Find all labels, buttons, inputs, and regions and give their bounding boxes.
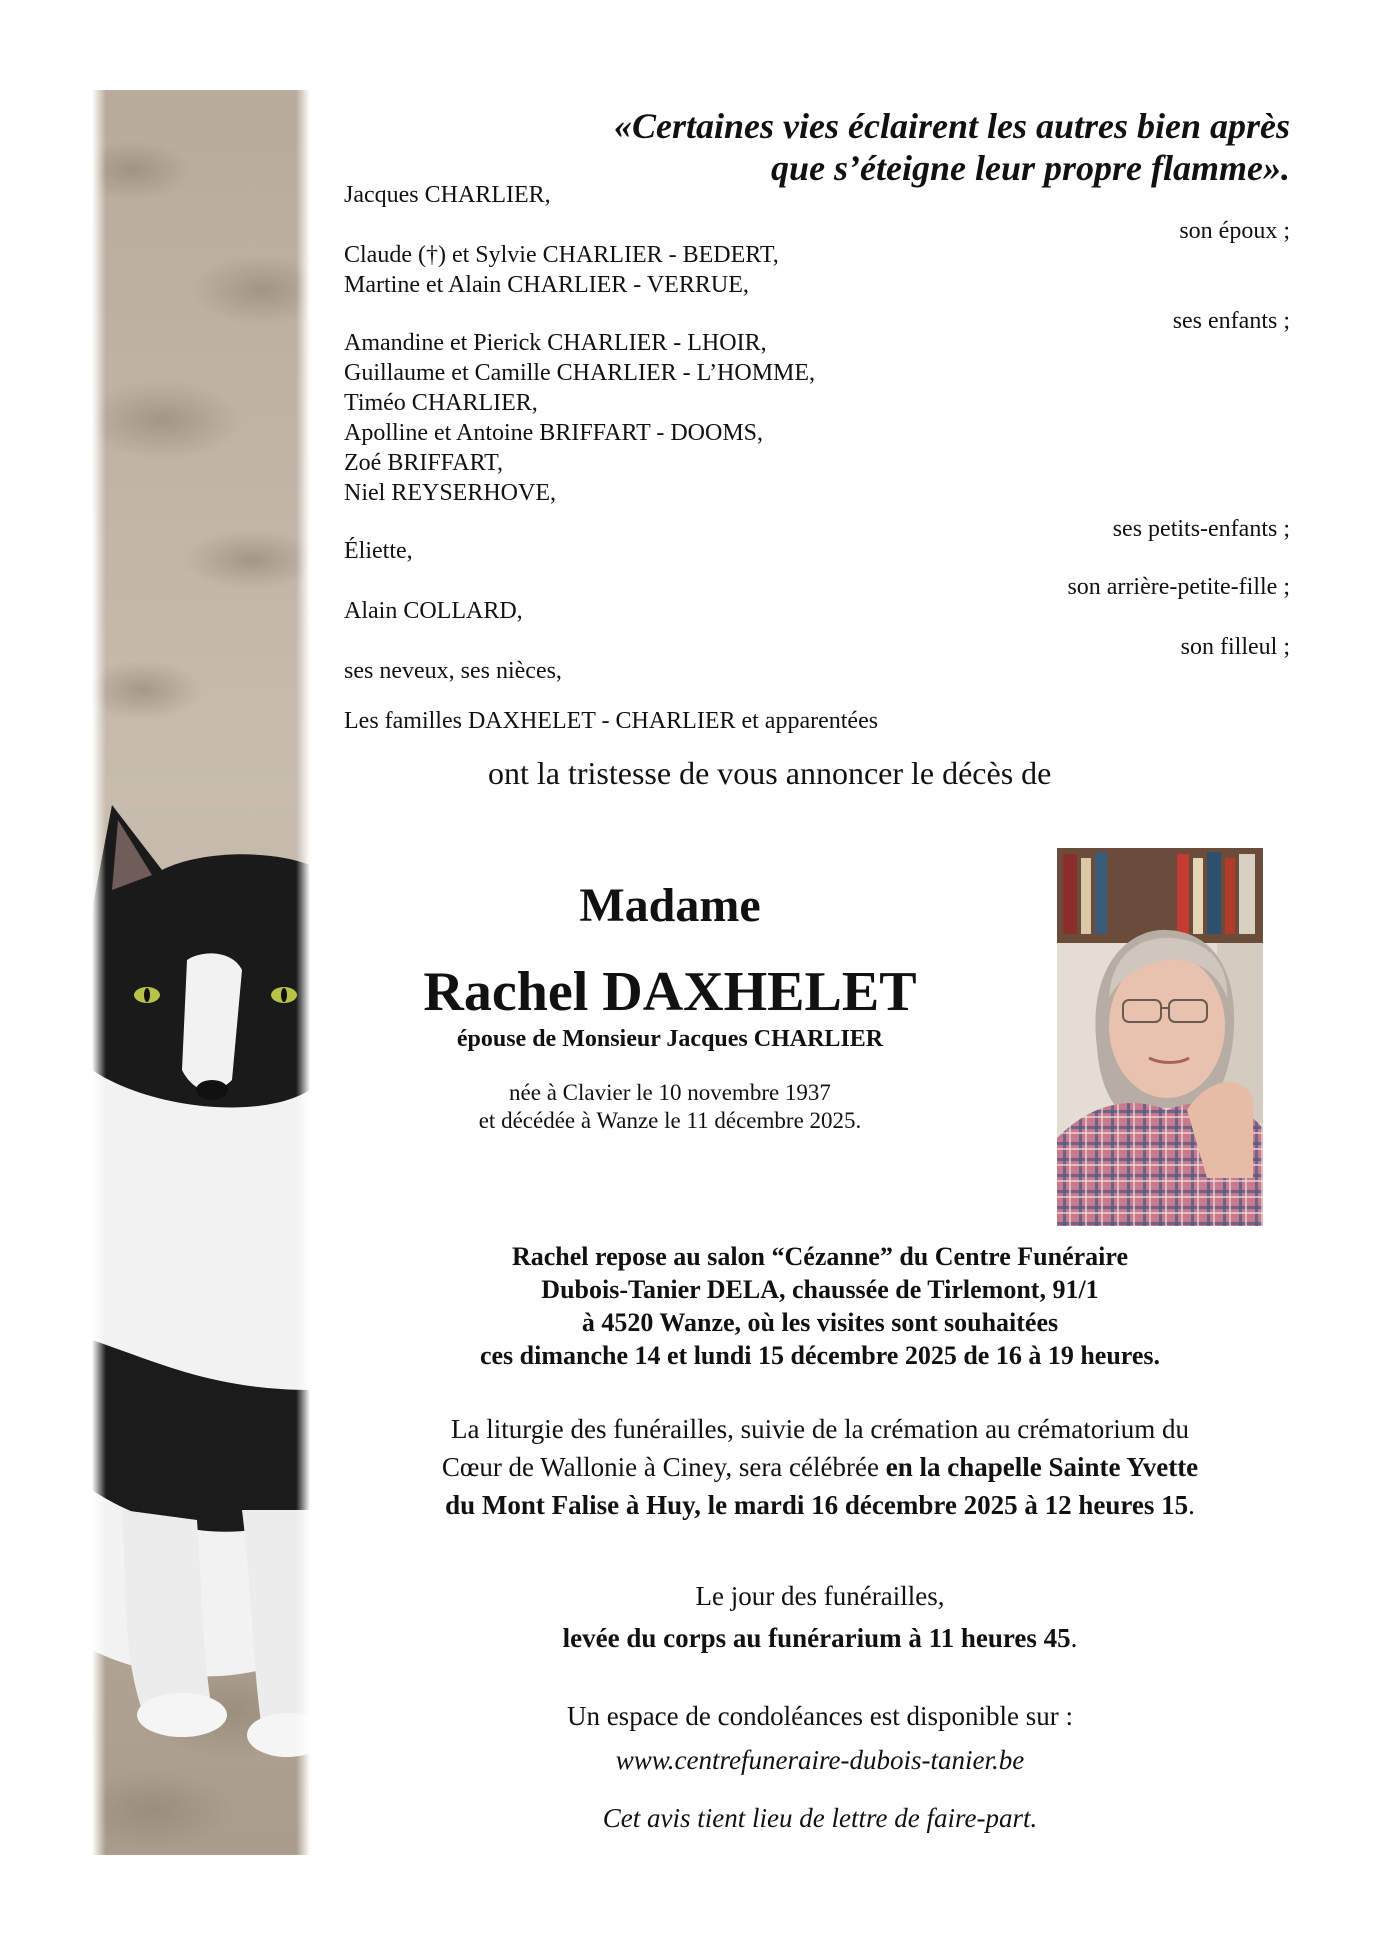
family-name: Zoé BRIFFART, bbox=[344, 450, 504, 476]
family-name: Claude (†) et Sylvie CHARLIER - BEDERT, bbox=[344, 242, 779, 268]
visitation-line: Rachel repose au salon “Cézanne” du Centre Funéraire bbox=[511, 1242, 1129, 1271]
quote-line-1: «Certaines vies éclairent les autres bien après bbox=[614, 106, 1290, 146]
condolences-url[interactable]: www.centrefuneraire-dubois-tanier.be bbox=[615, 1745, 1025, 1775]
visitation-line: Dubois-Tanier DELA, chaussée de Tirlemont, 91/1 bbox=[541, 1275, 1099, 1304]
family-name: Guillaume et Camille CHARLIER - L’HOMME, bbox=[344, 360, 816, 386]
family-group-grandchildren bbox=[344, 328, 1290, 544]
epigraph-quote bbox=[614, 105, 1290, 189]
deceased-death: et décédée à Wanze le 11 décembre 2025. bbox=[478, 1108, 862, 1133]
quote-line-2: que s’éteigne leur propre flamme». bbox=[771, 148, 1290, 188]
liturgy-text: Cœur de Wallonie à Ciney, sera célébrée bbox=[441, 1452, 886, 1482]
family-name: Niel REYSERHOVE, bbox=[344, 480, 556, 506]
family-name: Amandine et Pierick CHARLIER - LHOIR, bbox=[344, 330, 767, 356]
family-name: Timéo CHARLIER, bbox=[344, 390, 538, 416]
liturgy-line bbox=[340, 1486, 1300, 1524]
family-name: ses neveux, ses nièces, bbox=[344, 658, 562, 684]
family-group-children bbox=[344, 240, 1290, 336]
liturgy-end: . bbox=[1188, 1490, 1195, 1520]
liturgy-line: La liturgie des funérailles, suivie de la crémation au crématorium du bbox=[451, 1414, 1189, 1444]
family-name: Apolline et Antoine BRIFFART - DOOMS, bbox=[344, 420, 764, 446]
liturgy-date: du Mont Falise à Huy, le mardi 16 décembre 2025 à 12 heures 15 bbox=[445, 1490, 1189, 1520]
family-relation: son époux ; bbox=[1179, 218, 1290, 244]
family-group-godson bbox=[344, 596, 1290, 662]
deceased-name: Rachel DAXHELET bbox=[423, 961, 917, 1023]
family-name: Les familles DAXHELET - CHARLIER et apparentées bbox=[344, 708, 879, 734]
deceased-title: Madame bbox=[579, 879, 761, 932]
funeral-day-end: . bbox=[1070, 1623, 1078, 1653]
footer-note: Cet avis tient lieu de lettre de faire-part. bbox=[602, 1803, 1038, 1833]
funeral-day-line bbox=[340, 1617, 1300, 1659]
family-relation: ses enfants ; bbox=[1172, 308, 1290, 334]
funeral-day-line: Le jour des funérailles, bbox=[695, 1581, 945, 1611]
family-name: Alain COLLARD, bbox=[344, 598, 523, 624]
family-group-great-grandchild bbox=[344, 536, 1290, 602]
funeral-day-info bbox=[340, 1575, 1300, 1659]
visitation-line: à 4520 Wanze, où les visites sont souhaitées bbox=[581, 1308, 1059, 1337]
cat-photo-strip bbox=[92, 90, 310, 1855]
announcement-text: ont la tristesse de vous annoncer le décès de bbox=[488, 755, 1052, 791]
funeral-day-time: levée du corps au funérarium à 11 heures 45 bbox=[562, 1623, 1071, 1653]
family-relation: son filleul ; bbox=[1180, 634, 1290, 660]
portrait-photo bbox=[1057, 848, 1263, 1226]
family-group-nephews bbox=[344, 656, 1290, 686]
deceased-birth: née à Clavier le 10 novembre 1937 bbox=[509, 1080, 831, 1105]
family-name: Jacques CHARLIER, bbox=[344, 182, 551, 208]
liturgy-info bbox=[340, 1410, 1300, 1524]
family-group-spouse bbox=[344, 180, 1290, 246]
family-group-families bbox=[344, 706, 1290, 736]
condolences-info bbox=[340, 1694, 1300, 1782]
visitation-line: ces dimanche 14 et lundi 15 décembre 2025 de 16 à 19 heures. bbox=[479, 1341, 1161, 1370]
condolences-line: Un espace de condoléances est disponible sur : bbox=[566, 1701, 1074, 1731]
family-relation: son arrière-petite-fille ; bbox=[1067, 574, 1290, 600]
family-name: Éliette, bbox=[344, 538, 413, 564]
family-name: Martine et Alain CHARLIER - VERRUE, bbox=[344, 272, 749, 298]
liturgy-line bbox=[340, 1448, 1300, 1486]
liturgy-chapel: en la chapelle Sainte Yvette bbox=[885, 1452, 1199, 1482]
deceased-spouse: épouse de Monsieur Jacques CHARLIER bbox=[456, 1026, 884, 1052]
visitation-info bbox=[340, 1240, 1300, 1372]
family-relation: ses petits-enfants ; bbox=[1112, 516, 1290, 542]
